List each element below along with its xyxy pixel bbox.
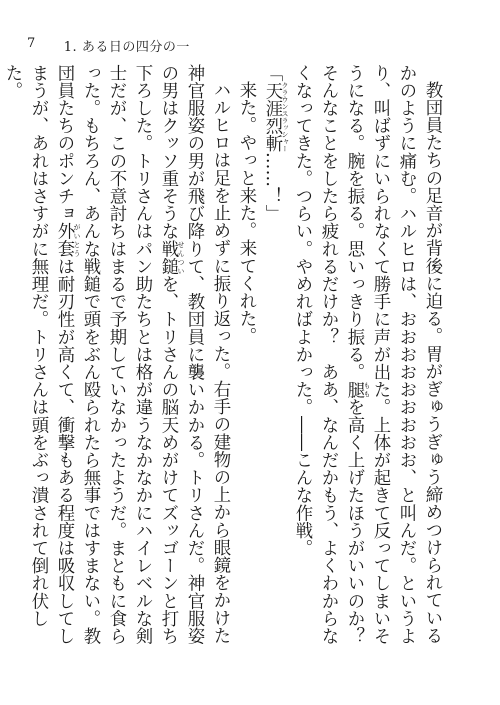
page-number: 7: [27, 36, 36, 51]
chapter-title: 1. ある日の四分の一: [63, 40, 190, 55]
paragraph-2-dialogue: 「天涯烈斬 クラウンスラッシャー……！」: [262, 64, 289, 223]
ruby-annotation: 天涯烈斬 クラウンスラッシャー: [262, 81, 289, 153]
ruby-annotation: 戦鎚 せんつい: [158, 240, 185, 276]
ruby-annotation: 外套 がいとう: [54, 222, 81, 258]
vertical-body-text: [2, 64, 445, 663]
paragraph-1: 教団員たちの足音が背後に迫る。胃がぎゅうぎゅう締めつけられているかのように痛む。ハルヒロは、おおおおおおおおお、と叫んだ。というより、叫ばずにいられなくて勝手に声が出た。上体が起きて反ってしまいそうになる。腕を振る。思いっきり振る。腿 ももを高く上げたほうがいいのか？ そんなことをしたら疲れるだけか？ ああ、なんだかもう、よくわからなくなってきた。つらい。やめればよかった。――こんな作戦。: [292, 64, 442, 663]
running-header: [27, 36, 190, 55]
paragraph-4: ハルヒロは足を止めずに振り返った。右手の建物の上から眼鏡をかけた神官服姿の男が飛び降りて、教団員に襲いかかる。トリさんだ。神官服姿の男はクッソ重そうな戦鎚 せんついを、トリさんの脳天めがけてズッゴーンと打ち下ろした。トリさんはパン助たちとは格が違うなかなかにハイレベルな剣士だが、この不意討ちはまるで予期していなかったようだ。まともに食らった。もちろん、あんな戦鎚で頭をぶん殴られたら無事ではすまない。教団員たちのポンチョ外套 がいとうは耐刃性が高くて、衝撃もある程度は吸収してしまうが、あれはさすがに無理だ。トリさんは頭をぶっ潰されて倒れ伏した。: [2, 64, 230, 645]
ruby-annotation: 腿 もも: [344, 380, 371, 399]
paragraph-3: 来た。やっと来た。来てくれた。: [236, 81, 256, 346]
